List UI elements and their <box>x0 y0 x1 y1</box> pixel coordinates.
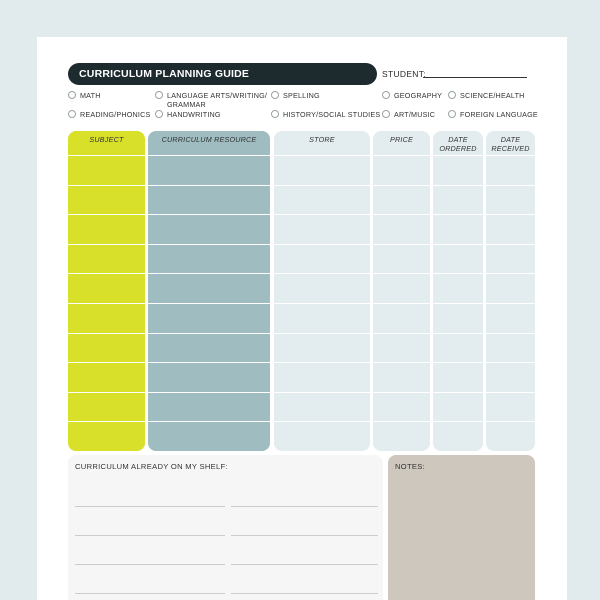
table-cell[interactable] <box>274 363 370 392</box>
shelf-entry-line[interactable] <box>75 506 225 507</box>
table-cell[interactable] <box>373 274 430 303</box>
page-title: CURRICULUM PLANNING GUIDE <box>68 63 377 85</box>
subject-option-art-music[interactable]: ART/MUSIC <box>382 110 435 119</box>
table-cell[interactable] <box>68 186 145 215</box>
column-header-date-ordered: DATE ORDERED <box>439 135 477 153</box>
checkbox-icon[interactable] <box>448 91 456 99</box>
table-cell[interactable] <box>433 393 483 422</box>
notes-label: NOTES: <box>395 462 426 471</box>
table-cell[interactable] <box>486 334 535 363</box>
table-cell[interactable] <box>486 422 535 451</box>
table-cell[interactable] <box>433 156 483 185</box>
subject-option-history[interactable]: HISTORY/SOCIAL STUDIES <box>271 110 380 119</box>
shelf-entry-line[interactable] <box>75 535 225 536</box>
checkbox-icon[interactable] <box>382 91 390 99</box>
notes-section[interactable] <box>388 455 535 600</box>
table-cell[interactable] <box>274 274 370 303</box>
table-cell[interactable] <box>433 422 483 451</box>
table-cell[interactable] <box>433 186 483 215</box>
subject-option-handwriting[interactable]: HANDWRITING <box>155 110 221 119</box>
table-cell[interactable] <box>486 186 535 215</box>
table-cell[interactable] <box>148 422 270 451</box>
checkbox-icon[interactable] <box>155 110 163 118</box>
checkbox-icon[interactable] <box>271 110 279 118</box>
table-cell[interactable] <box>373 363 430 392</box>
column-header-store: STORE <box>309 135 335 144</box>
store-column <box>274 131 370 451</box>
column-header-curriculum-resource: CURRICULUM RESOURCE <box>161 135 257 144</box>
shelf-entry-line[interactable] <box>75 564 225 565</box>
student-label: STUDENT: <box>382 69 426 79</box>
table-cell[interactable] <box>433 363 483 392</box>
table-cell[interactable] <box>148 363 270 392</box>
table-cell[interactable] <box>433 304 483 333</box>
date-ordered-column <box>433 131 483 451</box>
table-cell[interactable] <box>148 156 270 185</box>
subject-option-geography[interactable]: GEOGRAPHY <box>382 91 442 100</box>
checkbox-icon[interactable] <box>68 110 76 118</box>
table-cell[interactable] <box>68 422 145 451</box>
curriculum-resource-column <box>148 131 270 451</box>
table-cell[interactable] <box>68 393 145 422</box>
column-header-subject: SUBJECT <box>89 135 124 144</box>
subject-column <box>68 131 145 451</box>
table-cell[interactable] <box>274 334 370 363</box>
table-cell[interactable] <box>68 274 145 303</box>
checkbox-icon[interactable] <box>448 110 456 118</box>
table-cell[interactable] <box>148 274 270 303</box>
subject-option-spelling[interactable]: SPELLING <box>271 91 320 100</box>
table-cell[interactable] <box>148 186 270 215</box>
table-cell[interactable] <box>373 334 430 363</box>
table-cell[interactable] <box>486 363 535 392</box>
table-cell[interactable] <box>148 245 270 274</box>
subject-option-math[interactable]: MATH <box>68 91 101 100</box>
table-cell[interactable] <box>486 215 535 244</box>
column-header-date-received: DATE RECEIVED <box>491 135 530 153</box>
table-cell[interactable] <box>433 245 483 274</box>
table-cell[interactable] <box>373 422 430 451</box>
table-cell[interactable] <box>373 186 430 215</box>
column-header-price: PRICE <box>390 135 413 144</box>
subject-option-reading-phonics[interactable]: READING/PHONICS <box>68 110 151 119</box>
table-cell[interactable] <box>274 245 370 274</box>
table-cell[interactable] <box>148 334 270 363</box>
table-cell[interactable] <box>486 274 535 303</box>
table-cell[interactable] <box>274 304 370 333</box>
table-cell[interactable] <box>68 363 145 392</box>
shelf-entry-line[interactable] <box>231 593 378 594</box>
table-cell[interactable] <box>274 393 370 422</box>
price-column <box>373 131 430 451</box>
table-cell[interactable] <box>68 304 145 333</box>
subject-option-science-health[interactable]: SCIENCE/HEALTH <box>448 91 525 100</box>
table-cell[interactable] <box>486 304 535 333</box>
table-cell[interactable] <box>373 156 430 185</box>
table-cell[interactable] <box>148 304 270 333</box>
table-cell[interactable] <box>68 334 145 363</box>
table-cell[interactable] <box>433 274 483 303</box>
table-cell[interactable] <box>274 156 370 185</box>
subject-option-language-arts[interactable]: LANGUAGE ARTS/WRITING/ GRAMMAR <box>155 91 267 109</box>
table-cell[interactable] <box>433 334 483 363</box>
table-cell[interactable] <box>373 245 430 274</box>
table-cell[interactable] <box>68 215 145 244</box>
student-name-field[interactable] <box>423 77 527 78</box>
table-cell[interactable] <box>148 215 270 244</box>
table-cell[interactable] <box>486 245 535 274</box>
subject-option-foreign-language[interactable]: FOREIGN LANGUAGE <box>448 110 538 119</box>
table-cell[interactable] <box>373 304 430 333</box>
checkbox-icon[interactable] <box>68 91 76 99</box>
checkbox-icon[interactable] <box>271 91 279 99</box>
table-cell[interactable] <box>274 422 370 451</box>
date-received-column <box>486 131 535 451</box>
checkbox-icon[interactable] <box>155 91 163 99</box>
shelf-label: CURRICULUM ALREADY ON MY SHELF: <box>75 462 228 471</box>
shelf-entry-line[interactable] <box>231 535 378 536</box>
shelf-entry-line[interactable] <box>231 506 378 507</box>
table-cell[interactable] <box>274 215 370 244</box>
shelf-entry-line[interactable] <box>75 593 225 594</box>
table-cell[interactable] <box>274 186 370 215</box>
shelf-entry-line[interactable] <box>231 564 378 565</box>
table-cell[interactable] <box>433 215 483 244</box>
table-cell[interactable] <box>486 156 535 185</box>
planner-sheet <box>37 37 567 600</box>
table-cell[interactable] <box>148 393 270 422</box>
table-cell[interactable] <box>68 156 145 185</box>
table-cell[interactable] <box>373 215 430 244</box>
table-cell[interactable] <box>486 393 535 422</box>
shelf-section <box>68 455 383 600</box>
table-cell[interactable] <box>68 245 145 274</box>
checkbox-icon[interactable] <box>382 110 390 118</box>
table-cell[interactable] <box>373 393 430 422</box>
